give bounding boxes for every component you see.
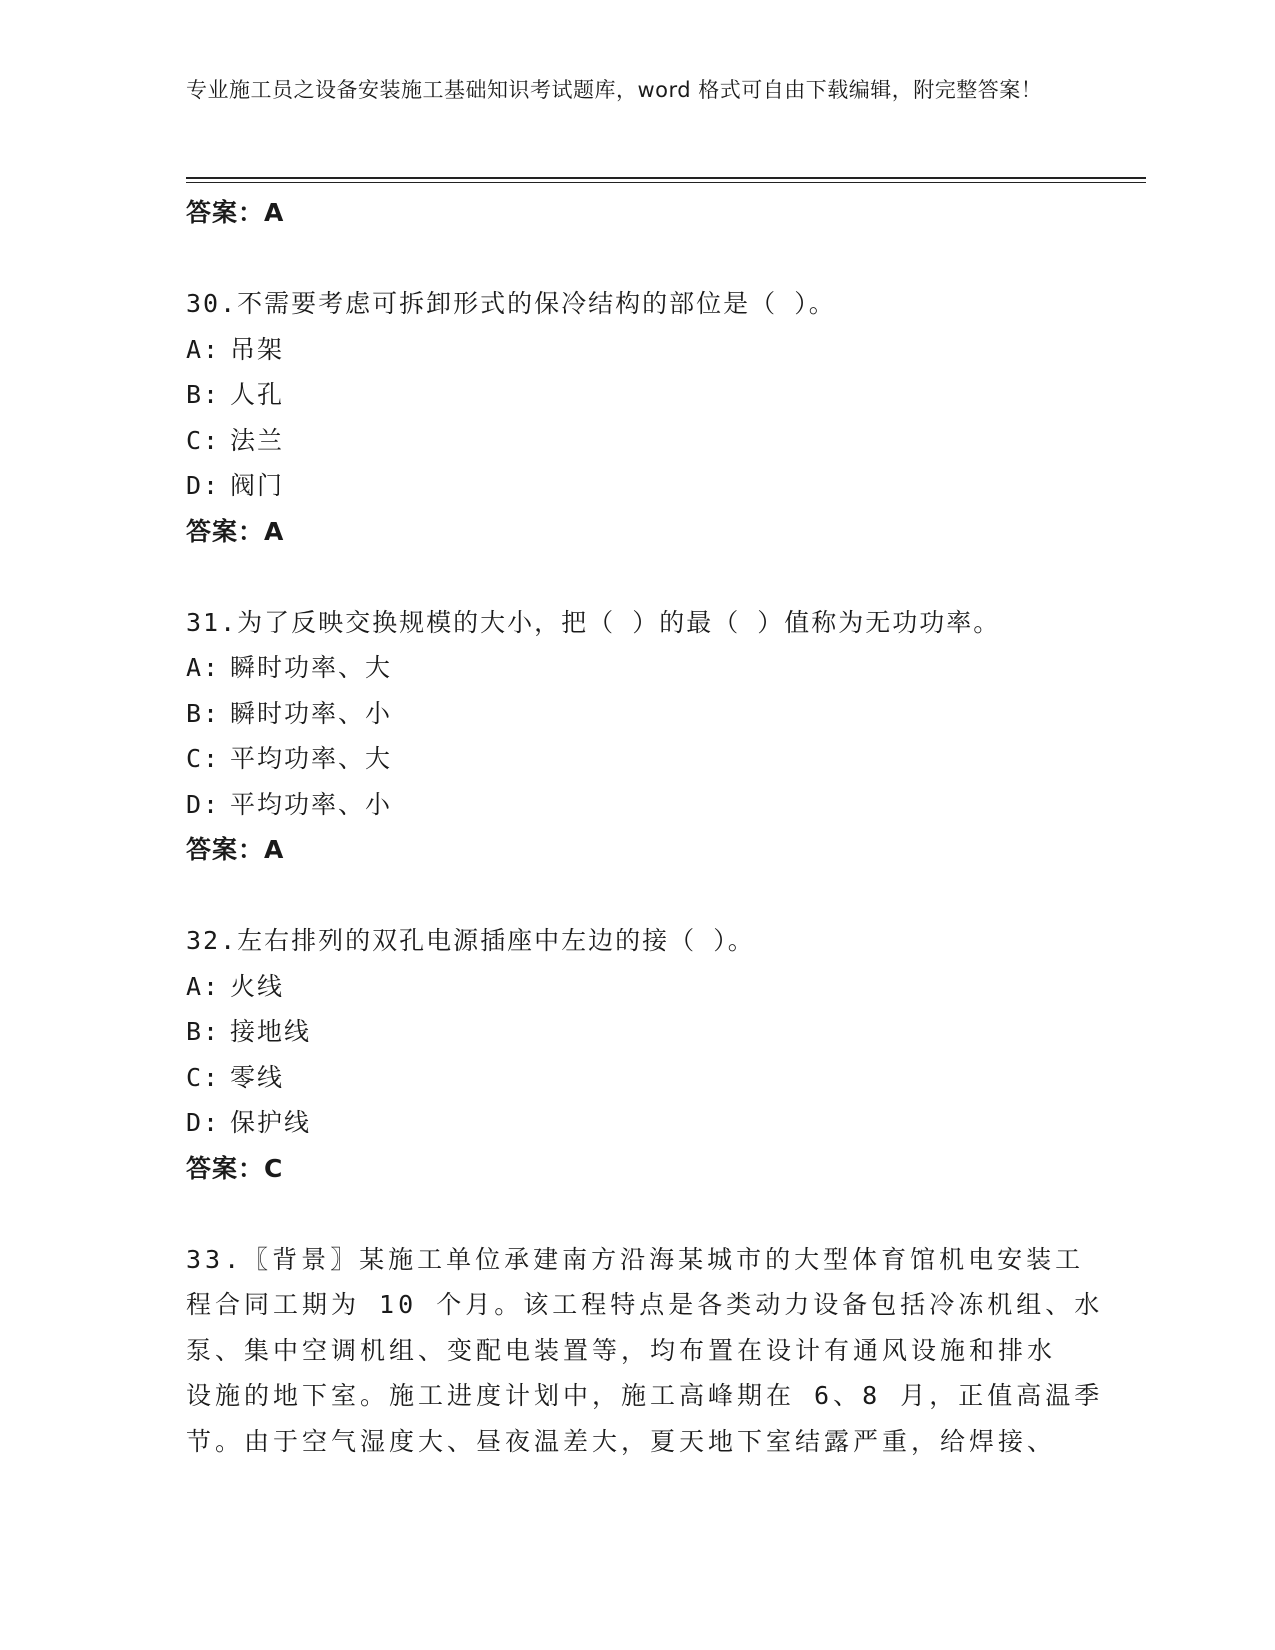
question-block xyxy=(186,600,1086,873)
spacer xyxy=(186,236,1086,282)
option-label: D: xyxy=(186,471,221,500)
option-label: D: xyxy=(186,789,221,819)
option-a xyxy=(186,327,1086,373)
option-a xyxy=(186,645,1086,691)
option-label: C: xyxy=(186,744,221,773)
option-text: 接地线 xyxy=(230,1017,312,1046)
option-d xyxy=(186,463,1086,509)
question-stem: 30.不需要考虑可拆卸形式的保冷结构的部位是（ ）。 xyxy=(186,289,836,318)
option-b xyxy=(186,691,1086,737)
paragraph-line: 节。由于空气湿度大、昼夜温差大，夏天地下室结露严重，给焊接、 xyxy=(186,1426,1057,1456)
option-c xyxy=(186,736,1086,782)
option-text: 瞬时功率、大 xyxy=(230,653,393,682)
question-stem: 32.左右排列的双孔电源插座中左边的接（ ）。 xyxy=(186,926,755,955)
question-block xyxy=(186,918,1086,1191)
paragraph-line: 33.〖背景〗某施工单位承建南方沿海某城市的大型体育馆机电安装工 xyxy=(186,1244,1085,1274)
option-text: 零线 xyxy=(230,1062,285,1092)
header-divider-thick xyxy=(186,177,1146,179)
option-text: 平均功率、小 xyxy=(230,789,393,819)
option-text: 阀门 xyxy=(230,471,285,500)
option-label: B: xyxy=(186,380,221,409)
option-text: 法兰 xyxy=(230,425,285,455)
option-label: A: xyxy=(186,653,221,682)
answer-line: 答案：A xyxy=(186,835,285,864)
option-d xyxy=(186,1100,1086,1146)
answer-line: 答案：A xyxy=(186,198,285,227)
option-label: A: xyxy=(186,334,221,364)
option-text: 人孔 xyxy=(230,380,285,409)
option-b xyxy=(186,1009,1086,1055)
question-stem: 31.为了反映交换规模的大小，把（ ）的最（ ）值称为无功功率。 xyxy=(186,607,1001,637)
spacer xyxy=(186,873,1086,919)
header-divider-thin xyxy=(186,182,1146,183)
document-body xyxy=(186,190,1104,1464)
option-label: B: xyxy=(186,1017,221,1046)
option-text: 吊架 xyxy=(230,334,285,364)
option-text: 瞬时功率、小 xyxy=(230,698,393,728)
option-text: 火线 xyxy=(230,971,285,1001)
document-header: 专业施工员之设备安装施工基础知识考试题库，word 格式可自由下载编辑，附完整答案！ xyxy=(186,78,1043,102)
question-33-background xyxy=(186,1237,1104,1465)
answer-line: 答案：A xyxy=(186,516,285,546)
option-text: 保护线 xyxy=(230,1108,312,1137)
option-label: D: xyxy=(186,1108,221,1137)
option-label: B: xyxy=(186,698,221,728)
option-c xyxy=(186,1055,1086,1101)
paragraph-line: 设施的地下室。施工进度计划中，施工高峰期在 6、8 月，正值高温季 xyxy=(186,1381,1104,1410)
option-a xyxy=(186,964,1086,1010)
spacer xyxy=(186,554,1086,600)
option-b xyxy=(186,372,1086,418)
question-block xyxy=(186,281,1086,554)
answer-line: 答案：C xyxy=(186,1153,284,1183)
option-text: 平均功率、大 xyxy=(230,744,393,773)
paragraph-line: 程合同工期为 10 个月。该工程特点是各类动力设备包括冷冻机组、水 xyxy=(186,1290,1104,1319)
spacer xyxy=(186,1191,1086,1237)
option-label: C: xyxy=(186,425,221,455)
option-c xyxy=(186,418,1086,464)
paragraph-line: 泵、集中空调机组、变配电装置等，均布置在设计有通风设施和排水 xyxy=(186,1335,1057,1365)
option-d xyxy=(186,782,1086,828)
option-label: C: xyxy=(186,1062,221,1092)
option-label: A: xyxy=(186,971,221,1001)
